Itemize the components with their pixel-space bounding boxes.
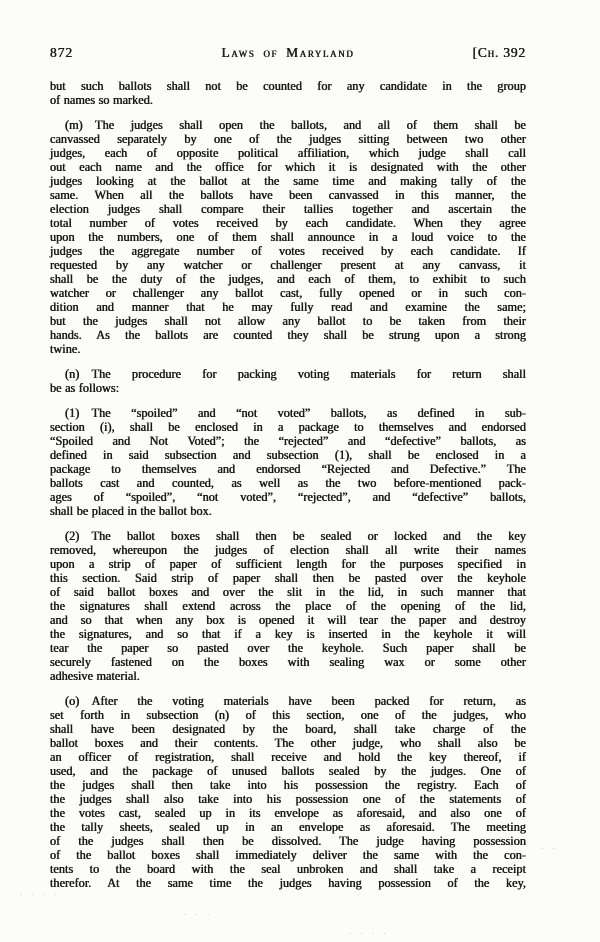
text-line: of said ballot boxes and over the slit in the lid, in such manner that — [50, 585, 526, 599]
text-line: upon a strip of paper of sufficient length for the purposes specified in — [50, 557, 526, 571]
text-line: of the ballot boxes shall immediately deliver the same with the con- — [50, 848, 526, 862]
text-line: be as follows: — [50, 381, 120, 395]
scan-speck: . . . . — [349, 926, 390, 936]
text-line: requested by any watcher or challenger present at any canvass, it — [50, 258, 526, 272]
text-line: dition and manner that he may fully read and examine the same; — [50, 300, 526, 314]
paragraph — [50, 694, 526, 890]
text-line: and so that when any box is opened it will tear the paper and destroy — [50, 613, 526, 627]
text-line: shall be placed in the ballot box. — [50, 504, 212, 518]
text-line: canvassed separately by one of the judges sitting between two other — [50, 132, 526, 146]
text-line: judges the aggregate number of votes received by each candidate. If — [50, 244, 526, 258]
text-line: ballot boxes and their contents. The other judge, who shall also be — [50, 736, 526, 750]
text-line: but such ballots shall not be counted for any candidate in the group — [50, 79, 526, 93]
scan-speck: . . . — [184, 907, 213, 917]
scan-speck: . . . . — [20, 887, 61, 897]
document-body — [50, 79, 526, 890]
text-line: “Spoiled and Not Voted”; the “rejected” and “defective” ballots, as — [50, 434, 526, 448]
page-header — [50, 45, 526, 62]
text-line: hands. As the ballots are counted they shall be strung upon a strong — [50, 328, 526, 342]
text-line: watcher or challenger any ballot cast, fully opened or in such con- — [50, 286, 526, 300]
text-line: shall be the duty of the judges, and each of them, to exhibit to such — [50, 272, 526, 286]
chapter-label: [Ch. 392 — [472, 45, 526, 60]
paragraph — [50, 367, 526, 395]
text-line: defined in said subsection and subsection (1), shall be enclosed in a — [50, 448, 526, 462]
text-line: an officer of registration, shall receive and hold the key thereof, if — [50, 750, 526, 764]
paragraph — [50, 118, 526, 356]
text-line: package to themselves and endorsed “Rejected and Defective.” The — [50, 462, 526, 476]
page-title: Laws of Maryland — [221, 45, 355, 60]
text-line: twine. — [50, 342, 81, 356]
text-line: of the judges shall then be dissolved. The judge having possession — [50, 834, 526, 848]
text-line: ballots cast and counted, as well as the two before-mentioned pack- — [50, 476, 526, 490]
text-line: of names so marked. — [50, 93, 153, 107]
scan-speck: . . — [541, 841, 559, 851]
text-line: used, and the package of unused ballots sealed by the judges. One of — [50, 764, 526, 778]
text-line: election judges shall compare their tallies together and ascertain the — [50, 202, 526, 216]
text-line: the judges shall then take into his possession the registry. Each of — [50, 778, 526, 792]
text-line: upon the numbers, one of them shall announce in a loud voice to the — [50, 230, 526, 244]
text-line: (2) The ballot boxes shall then be sealed or locked and the key — [65, 529, 526, 543]
text-line: tents to the board with the seal unbroken and shall take a receipt — [50, 862, 526, 876]
text-line: this section. Said strip of paper shall then be pasted over the keyhole — [50, 571, 526, 585]
text-line: (1) The “spoiled” and “not voted” ballots, as defined in sub- — [65, 406, 526, 420]
text-line: (m) The judges shall open the ballots, and all of them shall be — [65, 118, 526, 132]
text-line: (o) After the voting materials have been packed for return, as — [65, 694, 526, 708]
paragraph — [50, 529, 526, 683]
text-line: same. When all the ballots have been canvassed in this manner, the — [50, 188, 526, 202]
text-line: adhesive material. — [50, 669, 140, 683]
paragraph — [50, 406, 526, 518]
text-line: set forth in subsection (n) of this section, one of the judges, who — [50, 708, 526, 722]
text-line: the votes cast, sealed up in its envelope as aforesaid, and also one of — [50, 806, 526, 820]
text-line: securely fastened on the boxes with sealing wax or some other — [50, 655, 526, 669]
text-line: ages of “spoiled”, “not voted”, “rejected”, and “defective” ballots, — [50, 490, 526, 504]
text-line: but the judges shall not allow any ballot to be taken from their — [50, 314, 526, 328]
text-line: the signatures, and so that if a key is inserted in the keyhole it will — [50, 627, 526, 641]
text-line: the tally sheets, sealed up in an envelope as aforesaid. The meeting — [50, 820, 526, 834]
text-line: removed, whereupon the judges of election shall all write their names — [50, 543, 526, 557]
text-line: total number of votes received by each candidate. When they agree — [50, 216, 526, 230]
page-number: 872 — [50, 45, 74, 60]
text-line: section (i), shall be enclosed in a package to themselves and endorsed — [50, 420, 526, 434]
text-line: judges, each of opposite political affiliation, which judge shall call — [50, 146, 526, 160]
text-line: tear the paper so pasted over the keyhole. Such paper shall be — [50, 641, 526, 655]
text-line: therefor. At the same time the judges having possession of the key, — [50, 876, 526, 890]
text-line: (n) The procedure for packing voting materials for return shall — [65, 367, 526, 381]
text-line: out each name and the office for which it is designated with the other — [50, 160, 526, 174]
text-line: the signatures shall extend across the place of the opening of the lid, — [50, 599, 526, 613]
text-line: judges looking at the ballot at the same time and making tally of the — [50, 174, 526, 188]
text-line: shall have been designated by the board, shall take charge of the — [50, 722, 526, 736]
text-line: the judges shall also take into his possession one of the statements of — [50, 792, 526, 806]
paragraph — [50, 79, 526, 107]
